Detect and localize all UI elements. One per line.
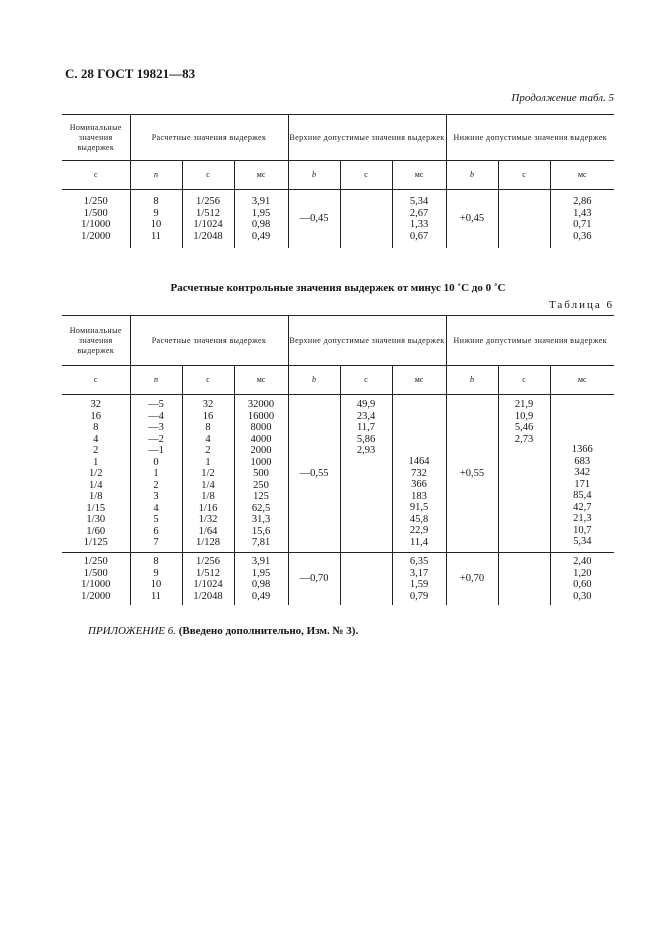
table-cell-value: 16 bbox=[90, 410, 101, 422]
table-cell-value: —4 bbox=[148, 410, 164, 422]
table-cell-value: 2 bbox=[205, 445, 211, 456]
table-cell-value: 1/8 bbox=[201, 491, 215, 502]
nominal-column bbox=[62, 395, 130, 553]
calc-s-column bbox=[182, 190, 234, 248]
col-nominal-header: Номинальные значения выдержек bbox=[62, 115, 130, 161]
unit-n: n bbox=[130, 366, 182, 395]
table-cell-value: 0,71 bbox=[573, 219, 592, 230]
lower-ms-column bbox=[550, 553, 614, 605]
table-cell-value: 0,49 bbox=[251, 230, 271, 242]
table-cell-value: 42,7 bbox=[573, 501, 592, 513]
table-cell-value: 21,9 bbox=[514, 399, 534, 410]
col-calculated-header: Расчетные значения выдержек bbox=[130, 316, 288, 366]
appendix-text: (Введено дополнительно, Изм. № 3). bbox=[178, 625, 359, 637]
table-cell-value: 3,91 bbox=[251, 556, 271, 567]
table-cell-value: 1366 bbox=[571, 444, 593, 455]
unit-c: с bbox=[62, 161, 130, 190]
table-cell-value: 31,3 bbox=[251, 514, 271, 525]
table-cell-value: 250 bbox=[253, 479, 269, 491]
table-cell-value: 732 bbox=[411, 467, 427, 479]
table-cell-value: 11 bbox=[150, 590, 162, 602]
appendix-note bbox=[88, 625, 358, 637]
unit-c: с bbox=[498, 161, 550, 190]
table-cell-value: 5,34 bbox=[409, 196, 429, 207]
table-cell-value: 85,4 bbox=[573, 490, 592, 501]
unit-c: с bbox=[62, 366, 130, 395]
table-cell-value: 1,20 bbox=[573, 567, 592, 579]
table-cell-value: 1/512 bbox=[196, 207, 220, 219]
table-cell-value: 0 bbox=[153, 456, 159, 468]
table-cell-value: 1/1024 bbox=[193, 579, 223, 590]
table-cell-value: 62,5 bbox=[251, 502, 271, 514]
table-cell-value: 2,86 bbox=[573, 196, 592, 207]
table-cell-value: 23,4 bbox=[356, 410, 376, 422]
table-cell-value: 125 bbox=[253, 491, 269, 502]
calc-s-column bbox=[182, 395, 234, 553]
table-cell-value: 9 bbox=[153, 207, 159, 219]
table-cell-value: 10 bbox=[150, 219, 162, 230]
table-cell-value: 1/2 bbox=[89, 468, 103, 479]
table-cell-value: 2,67 bbox=[409, 207, 429, 219]
lower-ms-column bbox=[550, 190, 614, 248]
table-6-caption: Расчетные контрольные значения выдержек от минус 10 ˚С до 0 ˚С bbox=[170, 282, 506, 294]
table-cell-value: 5,34 bbox=[573, 536, 592, 547]
col-lower-header: Нижние допустимые значения выдержек bbox=[446, 316, 614, 366]
table-cell-value: 1,33 bbox=[409, 219, 429, 230]
table-cell-value: 8 bbox=[153, 556, 159, 567]
table-cell-value: 5,86 bbox=[356, 433, 376, 445]
table-6-label: Таблица 6 bbox=[548, 299, 614, 311]
table-cell-value: 1/60 bbox=[86, 525, 106, 537]
table-cell-value: 0,98 bbox=[251, 219, 271, 230]
unit-ms: мс bbox=[550, 366, 614, 395]
table-cell-value: 1/30 bbox=[86, 514, 106, 525]
upper-ms-column bbox=[392, 553, 446, 605]
table-cell-value: 342 bbox=[574, 467, 591, 478]
table-cell-value: 1/32 bbox=[198, 514, 218, 525]
unit-b: b bbox=[446, 366, 498, 395]
unit-c: с bbox=[498, 366, 550, 395]
table-cell-value: 1/512 bbox=[196, 567, 220, 579]
unit-n: n bbox=[130, 161, 182, 190]
table-cell-value: 0,60 bbox=[573, 579, 592, 590]
upper-ms-column bbox=[392, 395, 446, 553]
unit-c: с bbox=[340, 161, 392, 190]
table-cell-value: 10,7 bbox=[573, 524, 592, 536]
table-cell-value: 171 bbox=[574, 478, 591, 490]
table-cell-value: 1000 bbox=[250, 456, 272, 468]
lower-s-column bbox=[498, 395, 550, 553]
lower-s-column bbox=[498, 190, 550, 248]
table-cell-value: 91,5 bbox=[409, 502, 429, 513]
lower-ms-column bbox=[550, 395, 614, 553]
nominal-column bbox=[62, 190, 130, 248]
table-cell-value: 500 bbox=[253, 468, 269, 479]
table-cell-value: 1/256 bbox=[196, 556, 220, 567]
table-cell-value: 7,81 bbox=[251, 537, 271, 548]
table-cell-value: 1/1024 bbox=[193, 219, 223, 230]
n-column bbox=[130, 553, 182, 605]
calc-ms-column bbox=[234, 553, 288, 605]
unit-b: b bbox=[446, 161, 498, 190]
table-cell-value: 1/2048 bbox=[193, 590, 223, 602]
table-cell-value: 1,95 bbox=[251, 567, 271, 579]
unit-ms: мс bbox=[234, 366, 288, 395]
calc-ms-column bbox=[234, 190, 288, 248]
table-cell-value: 4 bbox=[93, 433, 99, 445]
table-cell-value: 366 bbox=[411, 479, 427, 490]
table-cell-value: —3 bbox=[148, 422, 164, 433]
table-5-continuation bbox=[62, 114, 614, 248]
upper-b-value: —0,45 bbox=[288, 190, 340, 248]
table-cell-value: 11 bbox=[150, 230, 162, 242]
unit-ms: мс bbox=[234, 161, 288, 190]
table-cell-value: 2,93 bbox=[356, 445, 376, 456]
upper-s-column bbox=[340, 553, 392, 605]
table-cell-value: 1/2 bbox=[201, 468, 215, 479]
table-cell-value: 10 bbox=[150, 579, 162, 590]
table-cell-value: 4000 bbox=[250, 433, 272, 445]
col-upper-header: Верхние допустимые значения выдержек bbox=[288, 115, 446, 161]
table-cell-value: 16000 bbox=[247, 410, 275, 422]
table-cell-value: 32 bbox=[90, 399, 101, 410]
table-cell-value: 3,91 bbox=[251, 196, 271, 207]
table-cell-value: 9 bbox=[153, 567, 159, 579]
upper-b-value: —0,55 bbox=[288, 395, 340, 553]
col-lower-header: Нижние допустимые значения выдержек bbox=[446, 115, 614, 161]
table-cell-value: 0,67 bbox=[409, 230, 429, 242]
table-cell-value: 1/250 bbox=[83, 196, 108, 207]
table-cell-value: —1 bbox=[148, 445, 164, 456]
table-cell-value: 45,8 bbox=[409, 513, 429, 525]
table-cell-value: 1/2000 bbox=[81, 230, 111, 242]
table-cell-value: 683 bbox=[574, 455, 591, 467]
unit-c: с bbox=[340, 366, 392, 395]
appendix-label: ПРИЛОЖЕНИЕ 6. bbox=[88, 625, 176, 637]
table-cell-value: 11,4 bbox=[410, 536, 428, 548]
table-cell-value: 8 bbox=[93, 422, 99, 433]
table-cell-value: 6 bbox=[153, 525, 159, 537]
table-cell-value: 6,35 bbox=[409, 556, 429, 567]
table-cell-value: 1 bbox=[205, 456, 211, 468]
table-cell-value: 0,98 bbox=[251, 579, 271, 590]
unit-b: b bbox=[288, 161, 340, 190]
table-cell-value: 5,46 bbox=[514, 422, 534, 433]
table-cell-value: 15,6 bbox=[251, 525, 271, 537]
table-cell-value: 1/4 bbox=[201, 479, 215, 491]
col-nominal-header: Номинальные значения выдержек bbox=[62, 316, 130, 366]
table-cell-value: 1/256 bbox=[196, 196, 220, 207]
table-cell-value: 10,9 bbox=[514, 410, 534, 422]
table-cell-value: 1/1000 bbox=[81, 219, 111, 230]
nominal-column bbox=[62, 553, 130, 605]
table-cell-value: 2 bbox=[153, 479, 159, 491]
table-cell-value: 2000 bbox=[250, 445, 272, 456]
calc-ms-column bbox=[234, 395, 288, 553]
table-cell-value: 8 bbox=[205, 422, 211, 433]
page-header: С. 28 ГОСТ 19821—83 bbox=[65, 66, 196, 81]
lower-s-column bbox=[498, 553, 550, 605]
table-cell-value: 1/8 bbox=[89, 491, 103, 502]
n-column bbox=[130, 190, 182, 248]
table-cell-value: 183 bbox=[411, 490, 427, 502]
table-cell-value: 4 bbox=[153, 502, 159, 514]
unit-b: b bbox=[288, 366, 340, 395]
table-cell-value: 21,3 bbox=[573, 513, 592, 524]
table-cell-value: 2,40 bbox=[573, 556, 592, 567]
table-cell-value: 3,17 bbox=[409, 567, 429, 579]
upper-s-column bbox=[340, 190, 392, 248]
table-cell-value: 0,49 bbox=[251, 590, 271, 602]
upper-b-value: —0,70 bbox=[288, 553, 340, 605]
lower-b-value: +0,70 bbox=[446, 553, 498, 605]
table-cell-value: 5 bbox=[153, 514, 159, 525]
table-cell-value: 8000 bbox=[250, 422, 272, 433]
unit-ms: мс bbox=[550, 161, 614, 190]
table-cell-value: 1/250 bbox=[83, 556, 108, 567]
table-cell-value: 1464 bbox=[408, 456, 430, 467]
table-cell-value: 0,36 bbox=[573, 230, 592, 242]
upper-s-column bbox=[340, 395, 392, 553]
table-cell-value: 1 bbox=[153, 468, 159, 479]
table-6 bbox=[62, 315, 614, 605]
table-cell-value: 1/15 bbox=[86, 502, 106, 514]
lower-b-value: +0,55 bbox=[446, 395, 498, 553]
table-cell-value: 1 bbox=[93, 456, 99, 468]
table-cell-value: 1/4 bbox=[89, 479, 103, 491]
col-upper-header: Верхние допустимые значения выдержек bbox=[288, 316, 446, 366]
table-cell-value: 1/1000 bbox=[81, 579, 111, 590]
table-cell-value: 1,43 bbox=[573, 207, 592, 219]
table-cell-value: 1,59 bbox=[409, 579, 429, 590]
col-calculated-header: Расчетные значения выдержек bbox=[130, 115, 288, 161]
table-cell-value: 1/128 bbox=[196, 537, 220, 548]
lower-b-value: +0,45 bbox=[446, 190, 498, 248]
table-cell-value: 32 bbox=[202, 399, 214, 410]
table-cell-value: 1/2000 bbox=[81, 590, 111, 602]
table-cell-value: 49,9 bbox=[356, 399, 376, 410]
table-cell-value: 1/125 bbox=[83, 537, 108, 548]
table-cell-value: 0,30 bbox=[573, 590, 592, 602]
table-cell-value: 1/64 bbox=[198, 525, 218, 537]
table-cell-value: 1/500 bbox=[83, 567, 108, 579]
table-cell-value: 2 bbox=[93, 445, 99, 456]
table-cell-value: 32000 bbox=[247, 399, 275, 410]
upper-ms-column bbox=[392, 190, 446, 248]
unit-ms: мс bbox=[392, 161, 446, 190]
table-cell-value: 22,9 bbox=[409, 525, 429, 536]
n-column bbox=[130, 395, 182, 553]
table-cell-value: —5 bbox=[148, 399, 164, 410]
table-cell-value: 0,79 bbox=[409, 590, 429, 602]
table-cell-value: 11,7 bbox=[357, 422, 375, 433]
unit-c: с bbox=[182, 366, 234, 395]
table-cell-value: 1,95 bbox=[251, 207, 271, 219]
table-cell-value: —2 bbox=[148, 433, 164, 445]
unit-ms: мс bbox=[392, 366, 446, 395]
table-cell-value: 1/16 bbox=[198, 502, 218, 514]
table-cell-value: 4 bbox=[205, 433, 211, 445]
table-cell-value: 7 bbox=[153, 537, 159, 548]
table-cell-value: 1/500 bbox=[83, 207, 108, 219]
table-cell-value: 16 bbox=[202, 410, 214, 422]
table-cell-value: 1/2048 bbox=[193, 230, 223, 242]
table-cell-value: 2,73 bbox=[514, 433, 534, 445]
calc-s-column bbox=[182, 553, 234, 605]
unit-c: с bbox=[182, 161, 234, 190]
table-cell-value: 8 bbox=[153, 196, 159, 207]
table-continuation-label: Продолжение табл. 5 bbox=[511, 92, 614, 104]
table-cell-value: 3 bbox=[153, 491, 159, 502]
